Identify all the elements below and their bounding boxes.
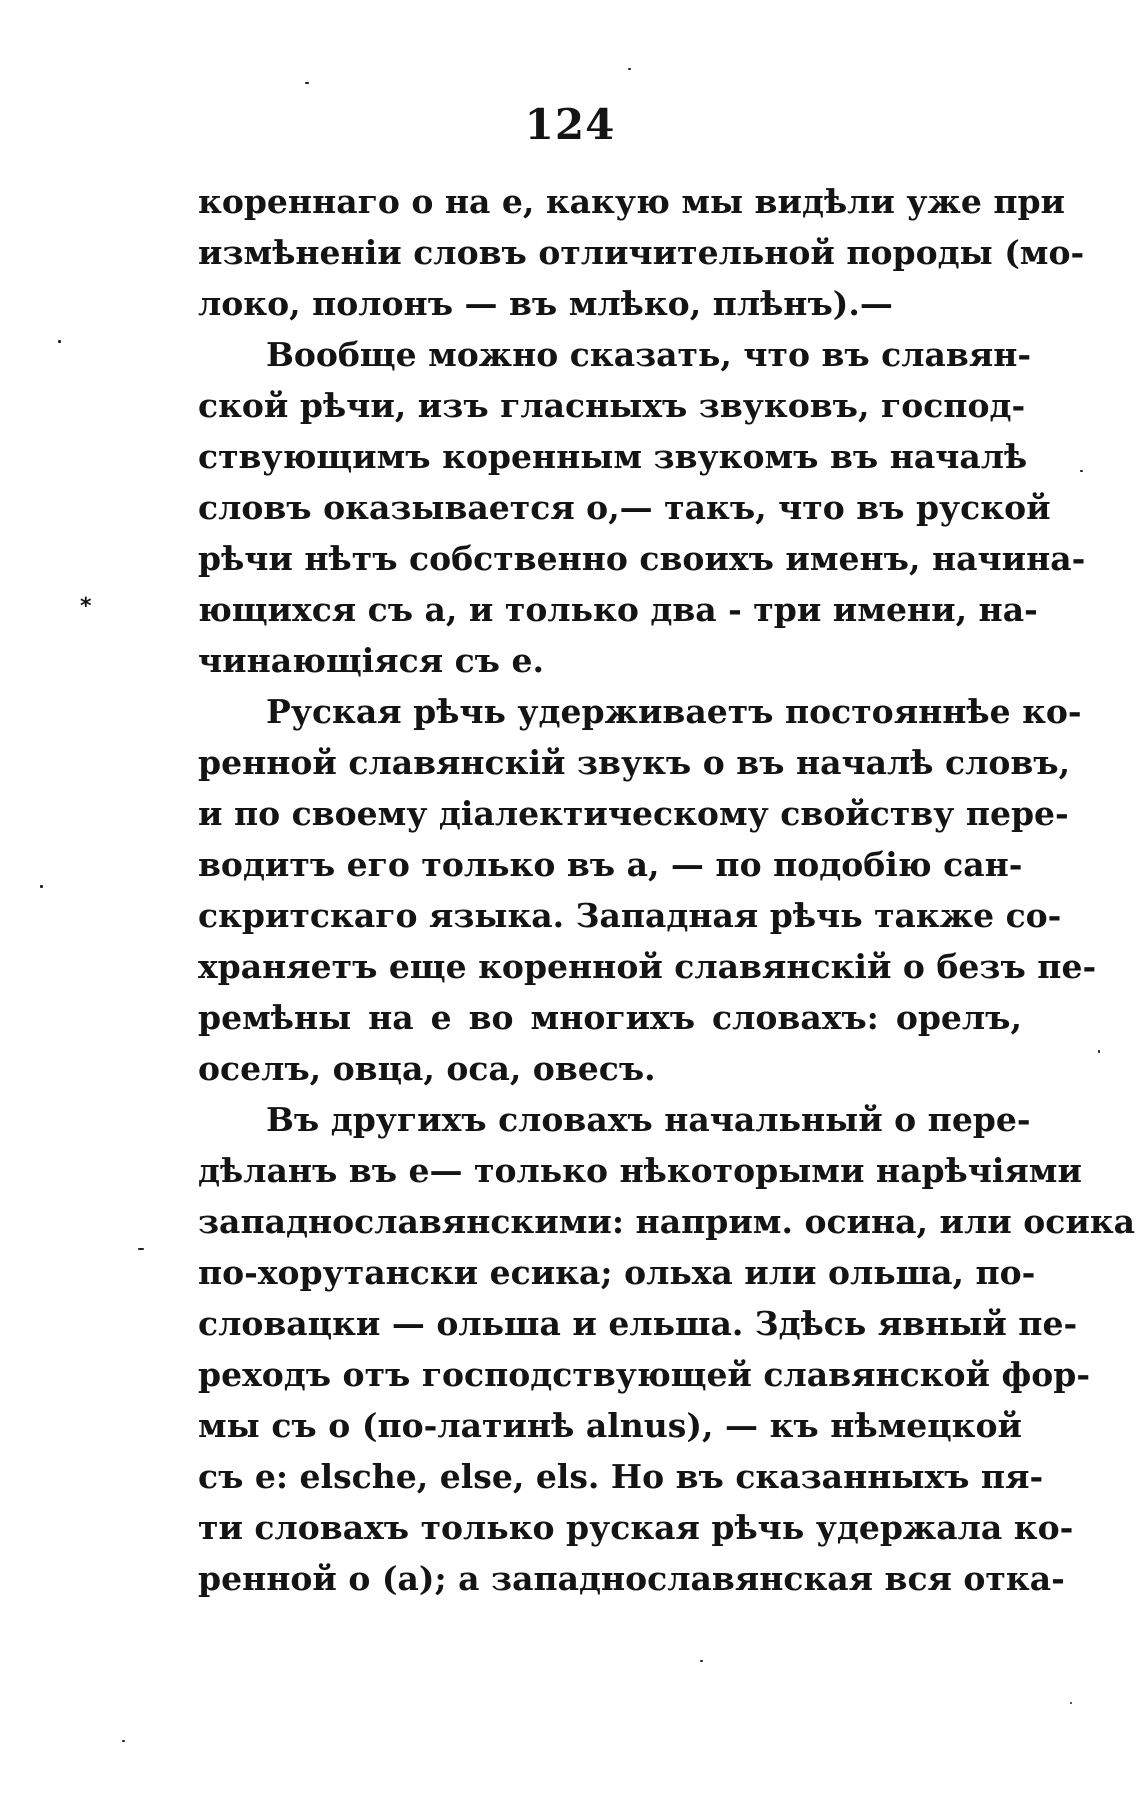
text-line: мы съ о (по-латинѣ alnus), — къ нѣмецкой — [198, 1406, 1022, 1445]
text-line: ющихся съ а, и только два - три имени, на- — [198, 590, 1038, 629]
text-line: измѣненіи словъ отличительной породы (мо- — [198, 233, 1085, 272]
text-line: храняетъ еще коренной славянскій о безъ пе- — [198, 947, 1097, 986]
body-text — [198, 176, 1136, 1604]
paragraph-first-line: Въ другихъ словахъ начальный о пере- — [266, 1100, 1031, 1139]
text-line: и по своему діалектическому свойству пере- — [198, 794, 1069, 833]
page-number: 124 — [524, 100, 616, 149]
scan-speck — [700, 1660, 703, 1662]
text-line: оселъ, овца, оса, овесъ. — [198, 1049, 656, 1088]
text-line: съ е: elsche, else, els. Но въ сказанныхъ пя- — [198, 1457, 1044, 1496]
scan-speck — [1070, 1702, 1072, 1704]
text-line: по-хорутански есика; ольха или ольша, по- — [198, 1253, 1036, 1292]
text-line: западнославянскими: наприм. осина, или осика — [198, 1202, 1136, 1241]
text-line: локо, полонъ — въ млѣко, плѣнъ).— — [198, 284, 893, 323]
scan-speck — [138, 1248, 144, 1250]
text-line: скритскаго языка. Западная рѣчь также со- — [198, 896, 1062, 935]
text-line: ренной славянскій звукъ о въ началѣ словъ, — [198, 743, 1071, 782]
scan-speck — [40, 885, 43, 888]
text-line: словацки — ольша и ельша. Здѣсь явный пе- — [198, 1304, 1078, 1343]
text-line: кореннаго о на е, какую мы видѣли уже при — [198, 182, 1066, 221]
text-line: реходъ отъ господствующей славянской фор- — [198, 1355, 1091, 1394]
paragraph-first-line: Руская рѣчь удерживаетъ постояннѣе ко- — [266, 692, 1082, 731]
text-line: ской рѣчи, изъ гласныхъ звуковъ, господ- — [198, 386, 1026, 425]
paragraph-first-line: Вообще можно сказать, что въ славян- — [266, 335, 1032, 374]
text-line: ти словахъ только руская рѣчь удержала ко- — [198, 1508, 1074, 1547]
text-line: ренной о (а); а западнославянская вся отка- — [198, 1559, 1065, 1598]
text-line: чинающіяся съ е. — [198, 641, 544, 680]
text-line: дѣланъ въ е— только нѣкоторыми нарѣчіями — [198, 1151, 1082, 1190]
text-line: водитъ его только въ а, — по подобію сан- — [198, 845, 1023, 884]
text-line: рѣчи нѣтъ собственно своихъ именъ, начина- — [198, 539, 1086, 578]
scan-speck — [122, 1740, 125, 1742]
scan-speck — [1080, 470, 1083, 472]
margin-mark: * — [80, 594, 92, 619]
scan-speck — [305, 82, 309, 84]
scan-speck — [628, 68, 631, 70]
text-line: ремѣны на е во многихъ словахъ: орелъ, — [198, 998, 1022, 1037]
text-line: словъ оказывается о,— такъ, что въ руской — [198, 488, 1051, 527]
text-line: ствующимъ коренным звукомъ въ началѣ — [198, 437, 1028, 476]
scan-speck — [1098, 1050, 1100, 1053]
scan-speck — [58, 340, 61, 343]
